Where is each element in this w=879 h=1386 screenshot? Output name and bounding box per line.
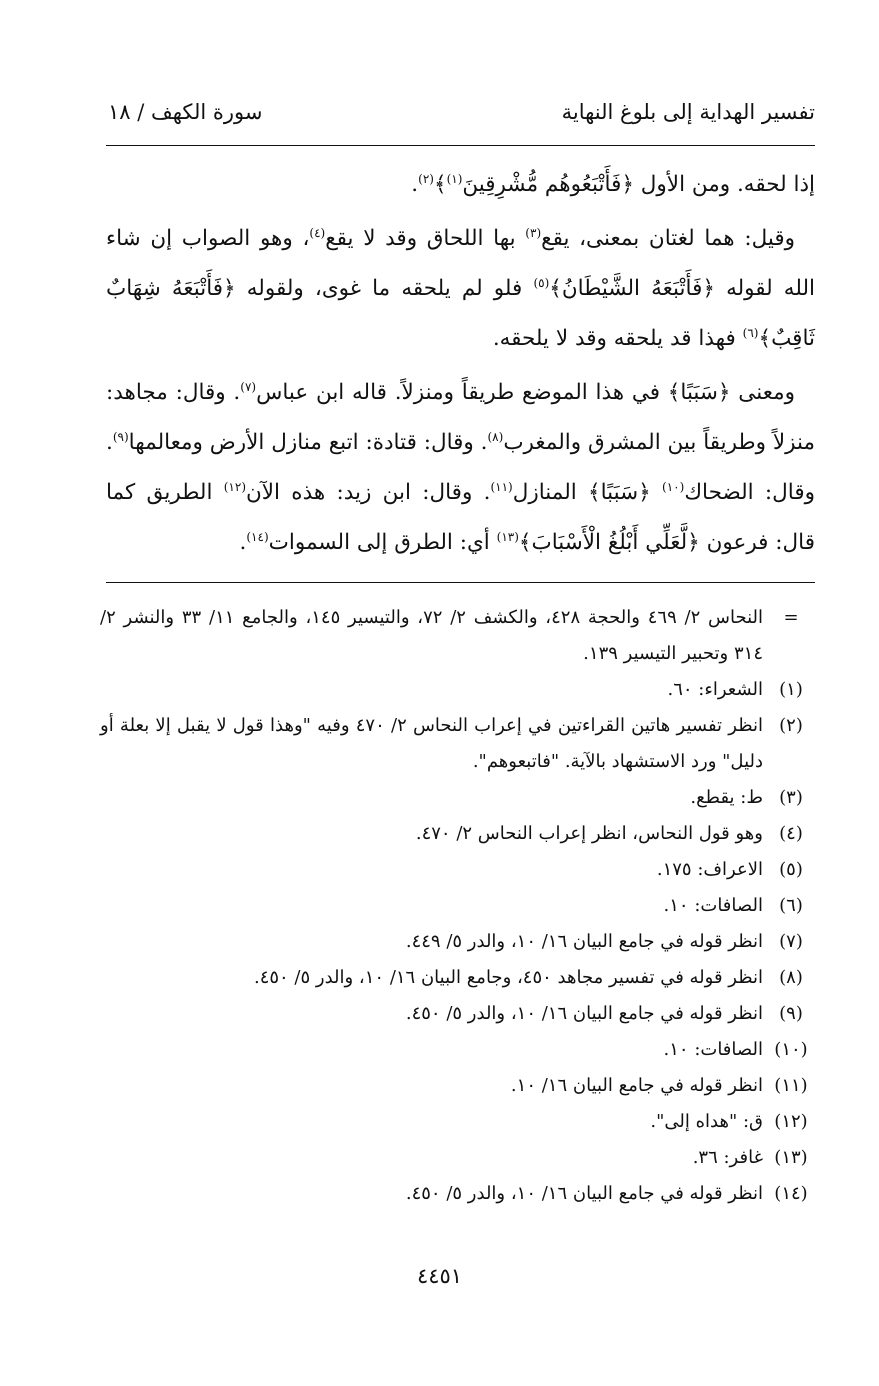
quran-quote: ﴿سَبَبًا﴾	[667, 380, 731, 405]
footnote-ref: (١١)	[490, 479, 513, 494]
footnote-ref: (٩)	[112, 429, 129, 444]
footnote-item	[100, 996, 819, 1032]
quran-quote: ﴿فَأَتْبَعَهُ شِهَابٌ ثَاقِبٌ﴾	[106, 276, 815, 351]
footnote-text: الشعراء: ٦٠.	[667, 679, 763, 700]
footnote-item	[100, 816, 819, 852]
footnote-number: (٥)	[779, 859, 803, 880]
running-header	[108, 100, 815, 134]
footnote-item	[100, 1104, 819, 1140]
footnote-text: انظر قوله في جامع البيان ١٦/ ١٠، والدر ٥/ ٤٤٩.	[405, 931, 763, 952]
footnote-number: (١١)	[774, 1075, 808, 1096]
footnote-item	[100, 852, 819, 888]
footnote-number: (١٠)	[774, 1039, 808, 1060]
footnote-number: (١٣)	[774, 1147, 808, 1168]
footnote-ref: (٥)	[533, 275, 550, 290]
footnote-item	[100, 708, 819, 780]
footnote-item	[100, 672, 819, 708]
footnote-text: انظر قوله في جامع البيان ١٦/ ١٠.	[510, 1075, 763, 1096]
footnote-text: الصافات: ١٠.	[663, 1039, 763, 1060]
paragraph-2: وقيل: هما لغتان بمعنى، يقع$^{(٣)}$ بها اللحاق وقد لا يقع$^{(٤)}$، وهو الصواب إن شاء الله لقوله ﴿فَأَتْبَعَهُ الشَّيْطَانُ﴾$^{(٥)}$ فلو لم يلحقه ما غوى، ولقوله ﴿فَأَتْبَعَهُ شِهَابٌ ثَاقِبٌ﴾$^{(٦)}$ فهذا قد يلحقه وقد لا يلحقه.	[106, 225, 815, 351]
footnote-number: (٩)	[779, 1003, 803, 1024]
surah-page-label: سورة الكهف / ١٨	[108, 100, 263, 124]
footnote-ref: (٣)	[525, 225, 542, 240]
footnote-number: (٨)	[779, 967, 803, 988]
footnote-text: الاعراف: ١٧٥.	[656, 859, 763, 880]
footnote-ref: (١٣)	[496, 529, 519, 544]
footnote-text: انظر قوله في تفسير مجاهد ٤٥٠، وجامع البيان ١٦/ ١٠، والدر ٥/ ٤٥٠.	[253, 967, 763, 988]
footnote-text: انظر تفسير هاتين القراءتين في إعراب النحاس ٢/ ٤٧٠ وفيه "وهذا قول لا يقبل إلا بعلة أو دليل" ورد الاستشهاد بالآية. "فاتبعوهم".	[100, 715, 763, 772]
footnote-ref: (٧)	[240, 379, 257, 394]
footnote-item	[100, 780, 819, 816]
footnote-text: ق: "هداه إلى".	[650, 1111, 763, 1132]
footnote-ref: (٤)	[309, 225, 326, 240]
footnote-text: انظر قوله في جامع البيان ١٦/ ١٠، والدر ٥/ ٤٥٠.	[405, 1183, 763, 1204]
footnotes-divider	[106, 582, 815, 583]
footnotes	[100, 600, 819, 1212]
footnote-ref: (١٠)	[662, 479, 685, 494]
footnote-number: (٧)	[779, 931, 803, 952]
footnote-text: انظر قوله في جامع البيان ١٦/ ١٠، والدر ٥/ ٤٥٠.	[405, 1003, 763, 1024]
quran-quote: ﴿سَبَبًا﴾	[588, 480, 663, 505]
footnote-ref: (٨)	[487, 429, 504, 444]
footnote-number: =	[783, 607, 799, 628]
footnote-item	[100, 1176, 819, 1212]
book-title: تفسير الهداية إلى بلوغ النهاية	[561, 100, 815, 124]
footnote-ref: (١٢)	[223, 479, 246, 494]
footnote-item	[100, 1140, 819, 1176]
footnote-ref: (٢)	[418, 171, 434, 186]
header-divider	[106, 145, 815, 146]
footnote-item	[100, 1068, 819, 1104]
footnote-number: (١٢)	[774, 1111, 808, 1132]
footnote-text: ط: يقطع.	[690, 787, 763, 808]
quran-quote: ﴿فَأَتْبَعُوهُم مُّشْرِقِينَ	[462, 172, 634, 197]
footnote-number: (٦)	[779, 895, 803, 916]
footnote-item	[100, 1032, 819, 1068]
quran-quote: ﴿لَّعَلِّي أَبْلُغُ الْأَسْبَابَ﴾	[518, 530, 700, 555]
footnote-ref: (٦)	[742, 325, 759, 340]
footnote-ref: (١)	[446, 171, 463, 186]
footnote-text: غافر: ٣٦.	[692, 1147, 763, 1168]
footnote-item	[100, 924, 819, 960]
paragraph-1: إذا لحقه. ومن الأول ﴿فَأَتْبَعُوهُم مُّشْرِقِينَ$^{(١)}$﴾$^{(٢)}$.	[411, 171, 815, 197]
quran-quote: ﴿فَأَتْبَعَهُ الشَّيْطَانُ﴾	[549, 276, 715, 301]
footnote-number: (٢)	[779, 715, 803, 736]
footnote-item	[100, 600, 819, 672]
footnote-ref: (١٤)	[246, 529, 269, 544]
footnote-text: وهو قول النحاس، انظر إعراب النحاس ٢/ ٤٧٠.	[415, 823, 763, 844]
paragraph-3: ومعنى ﴿سَبَبًا﴾ في هذا الموضع طريقاً ومنزلاً. قاله ابن عباس$^{(٧)}$. وقال: مجاهد: منزلاً وطريقاً بين المشرق والمغرب$^{(٨)}$. وقال: قتادة: اتبع منازل الأرض ومعالمها$^{(٩)}$. وقال: الضحاك$^{(١٠)}$ ﴿سَبَبًا﴾ المنازل$^{(١١)}$. وقال: ابن زيد: هذه الآن$^{(١٢)}$ الطريق كما قال: فرعون ﴿لَّعَلِّي أَبْلُغُ الْأَسْبَابَ﴾$^{(١٣)}$ أي: الطرق إلى السموات$^{(١٤)}$.	[106, 379, 815, 555]
footnote-item	[100, 888, 819, 924]
footnote-number: (٣)	[779, 787, 803, 808]
footnote-number: (١)	[779, 679, 803, 700]
footnote-item	[100, 960, 819, 996]
page-number: ٤٤٥١	[416, 1264, 463, 1288]
footnote-number: (١٤)	[774, 1183, 808, 1204]
footnote-text: النحاس ٢/ ٤٦٩ والحجة ٤٢٨، والكشف ٢/ ٧٢، والتيسير ١٤٥، والجامع ١١/ ٣٣ والنشر ٢/ ٣١٤ وتحبير التيسير ١٣٩.	[100, 607, 764, 664]
footnote-text: الصافات: ١٠.	[663, 895, 763, 916]
main-text	[106, 160, 815, 572]
footnote-number: (٤)	[779, 823, 803, 844]
